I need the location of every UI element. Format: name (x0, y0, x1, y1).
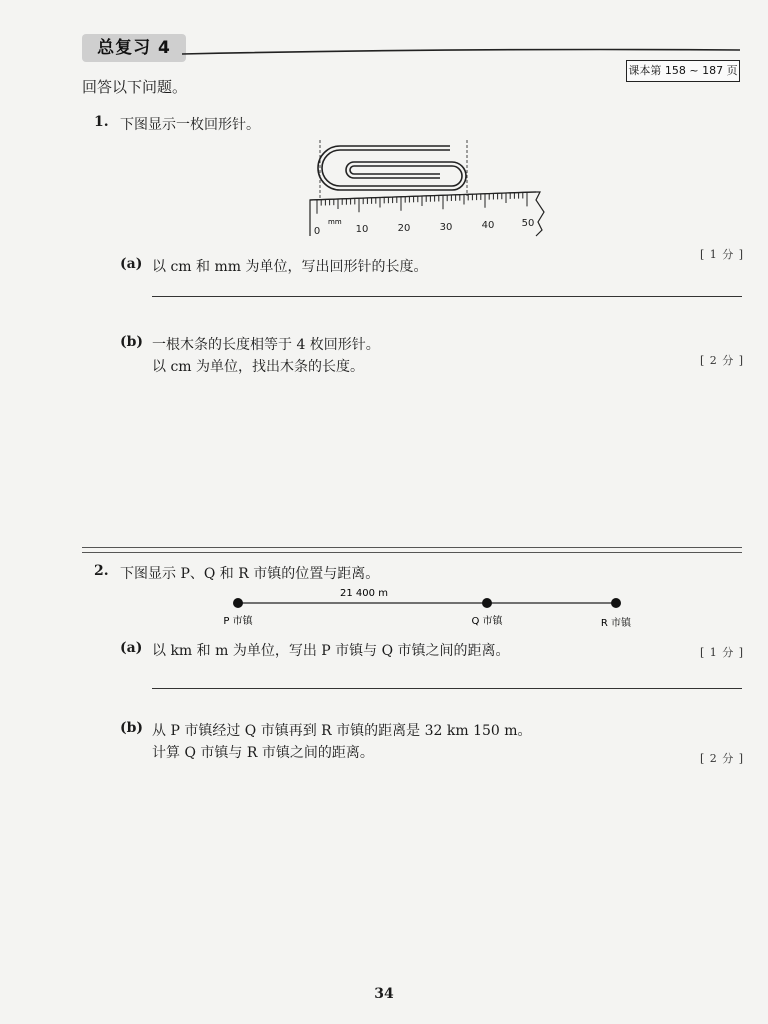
ruler-unit-label: mm (328, 218, 342, 226)
q1b-text-line1: 一根木条的长度相等于 4 枚回形针。 (152, 337, 380, 353)
q1b-text-line2: 以 cm 为单位，找出木条的长度。 (152, 359, 365, 375)
q2b-text-line2: 计算 Q 市镇与 R 市镇之间的距离。 (152, 745, 374, 761)
ruler-tick-label: 20 (397, 223, 411, 234)
town-r-label: R 市镇 (600, 618, 632, 629)
town-p-marker (233, 598, 243, 608)
q2a-answer-line[interactable] (152, 688, 742, 689)
town-distance-diagram (210, 582, 660, 632)
q1a-marks: [ 1 分 ] (700, 248, 745, 261)
paperclip-icon (318, 146, 466, 190)
q2a-label: (a) (120, 640, 143, 656)
q1a-answer-line[interactable] (152, 296, 742, 297)
q2b-marks: [ 2 分 ] (700, 752, 745, 765)
ruler (310, 192, 544, 236)
q2b-text-line1: 从 P 市镇经过 Q 市镇再到 R 市镇的距离是 32 km 150 m。 (152, 723, 532, 739)
q2-number: 2. (94, 563, 109, 579)
section-divider (82, 547, 742, 553)
textbook-reference: 课本第 158 ~ 187 页 (626, 60, 740, 82)
q1a-text: 以 cm 和 mm 为单位，写出回形针的长度。 (152, 259, 428, 275)
q2b-label: (b) (120, 720, 144, 736)
instruction: 回答以下问题。 (82, 78, 188, 96)
page-number: 34 (374, 986, 394, 1002)
town-q-marker (482, 598, 492, 608)
paperclip-ruler-figure (300, 138, 550, 240)
ruler-tick-label: 50 (521, 218, 535, 229)
section-title: 总复习 4 (82, 34, 186, 62)
q1b-label: (b) (120, 334, 144, 350)
ruler-tick-label: 30 (439, 222, 453, 233)
town-r-marker (611, 598, 621, 608)
ruler-tick-label: 0 (313, 226, 321, 237)
distance-label: 21 400 m (340, 588, 388, 599)
q1a-label: (a) (120, 256, 143, 272)
q1b-marks: [ 2 分 ] (700, 354, 745, 367)
q1-number: 1. (94, 114, 109, 130)
town-p-label: P 市镇 (223, 616, 253, 627)
q2a-text: 以 km 和 m 为单位，写出 P 市镇与 Q 市镇之间的距离。 (152, 643, 510, 659)
ruler-tick-label: 40 (481, 220, 495, 231)
q2a-marks: [ 1 分 ] (700, 646, 745, 659)
q1-text: 下图显示一枚回形针。 (120, 117, 260, 133)
q2-text: 下图显示 P、Q 和 R 市镇的位置与距离。 (120, 566, 380, 582)
town-q-label: Q 市镇 (471, 616, 503, 627)
ruler-tick-label: 10 (355, 224, 369, 235)
header-rule (180, 40, 750, 60)
